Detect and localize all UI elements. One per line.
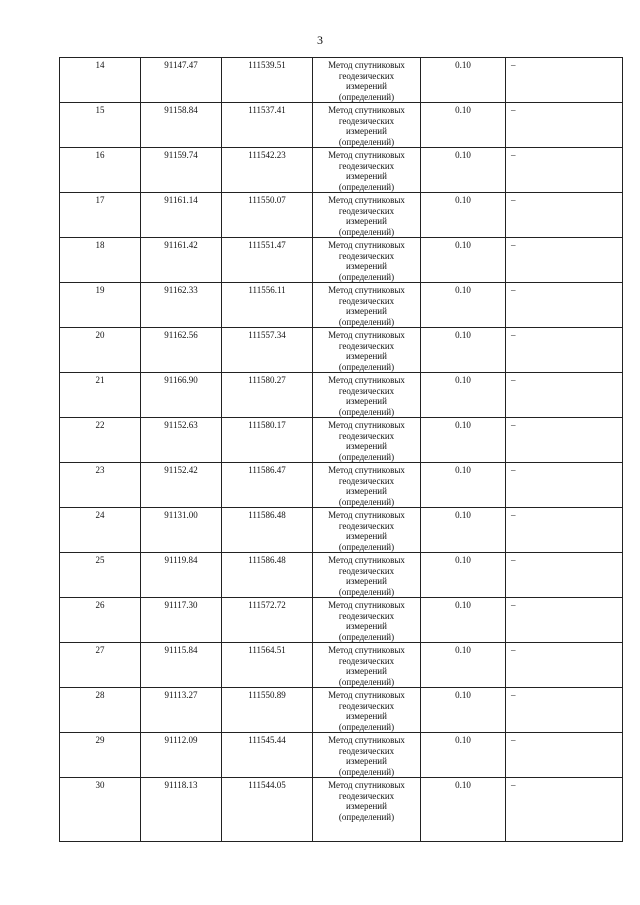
method-text: Метод спутниковых геодезических измерений (определений) bbox=[328, 375, 405, 417]
table-row bbox=[60, 58, 623, 103]
method-text: Метод спутниковых геодезических измерений (определений) bbox=[328, 330, 405, 372]
accuracy-cell: 0.10 bbox=[421, 328, 506, 373]
method-cell bbox=[313, 508, 421, 553]
accuracy-cell: 0.10 bbox=[421, 733, 506, 778]
point-number-cell: 18 bbox=[60, 238, 141, 283]
table-row bbox=[60, 103, 623, 148]
x-coordinate-cell: 91147.47 bbox=[141, 58, 222, 103]
x-coordinate-cell: 91119.84 bbox=[141, 553, 222, 598]
description-cell: – bbox=[506, 463, 623, 508]
method-cell bbox=[313, 643, 421, 688]
x-coordinate-cell: 91162.56 bbox=[141, 328, 222, 373]
point-number-cell: 17 bbox=[60, 193, 141, 238]
accuracy-cell: 0.10 bbox=[421, 193, 506, 238]
point-number-cell: 23 bbox=[60, 463, 141, 508]
accuracy-cell: 0.10 bbox=[421, 508, 506, 553]
y-coordinate-cell: 111537.41 bbox=[222, 103, 313, 148]
x-coordinate-cell: 91117.30 bbox=[141, 598, 222, 643]
y-coordinate-cell: 111586.48 bbox=[222, 508, 313, 553]
point-number-cell: 26 bbox=[60, 598, 141, 643]
y-coordinate-cell: 111542.23 bbox=[222, 148, 313, 193]
method-cell bbox=[313, 598, 421, 643]
method-text: Метод спутниковых геодезических измерений (определений) bbox=[328, 60, 405, 102]
method-cell bbox=[313, 283, 421, 328]
method-text: Метод спутниковых геодезических измерений (определений) bbox=[328, 690, 405, 732]
table-row bbox=[60, 778, 623, 842]
method-text: Метод спутниковых геодезических измерений (определений) bbox=[328, 555, 405, 597]
description-cell: – bbox=[506, 193, 623, 238]
x-coordinate-cell: 91131.00 bbox=[141, 508, 222, 553]
x-coordinate-cell: 91161.42 bbox=[141, 238, 222, 283]
y-coordinate-cell: 111544.05 bbox=[222, 778, 313, 842]
method-cell bbox=[313, 553, 421, 598]
y-coordinate-cell: 111545.44 bbox=[222, 733, 313, 778]
y-coordinate-cell: 111551.47 bbox=[222, 238, 313, 283]
method-text: Метод спутниковых геодезических измерений (определений) bbox=[328, 285, 405, 327]
table-row bbox=[60, 553, 623, 598]
accuracy-cell: 0.10 bbox=[421, 598, 506, 643]
method-text: Метод спутниковых геодезических измерений (определений) bbox=[328, 510, 405, 552]
accuracy-cell: 0.10 bbox=[421, 283, 506, 328]
point-number-cell: 14 bbox=[60, 58, 141, 103]
accuracy-cell: 0.10 bbox=[421, 238, 506, 283]
point-number-cell: 19 bbox=[60, 283, 141, 328]
description-cell: – bbox=[506, 643, 623, 688]
y-coordinate-cell: 111556.11 bbox=[222, 283, 313, 328]
table-row bbox=[60, 688, 623, 733]
y-coordinate-cell: 111586.47 bbox=[222, 463, 313, 508]
method-text: Метод спутниковых геодезических измерений (определений) bbox=[328, 240, 405, 282]
x-coordinate-cell: 91152.42 bbox=[141, 463, 222, 508]
point-number-cell: 15 bbox=[60, 103, 141, 148]
accuracy-cell: 0.10 bbox=[421, 463, 506, 508]
method-cell bbox=[313, 148, 421, 193]
table-row bbox=[60, 418, 623, 463]
description-cell: – bbox=[506, 508, 623, 553]
y-coordinate-cell: 111557.34 bbox=[222, 328, 313, 373]
x-coordinate-cell: 91159.74 bbox=[141, 148, 222, 193]
y-coordinate-cell: 111580.27 bbox=[222, 373, 313, 418]
x-coordinate-cell: 91118.13 bbox=[141, 778, 222, 842]
accuracy-cell: 0.10 bbox=[421, 643, 506, 688]
point-number-cell: 16 bbox=[60, 148, 141, 193]
description-cell: – bbox=[506, 418, 623, 463]
description-cell: – bbox=[506, 688, 623, 733]
description-cell: – bbox=[506, 148, 623, 193]
point-number-cell: 24 bbox=[60, 508, 141, 553]
method-text: Метод спутниковых геодезических измерений (определений) bbox=[328, 645, 405, 687]
y-coordinate-cell: 111564.51 bbox=[222, 643, 313, 688]
point-number-cell: 28 bbox=[60, 688, 141, 733]
accuracy-cell: 0.10 bbox=[421, 373, 506, 418]
page-number: 3 bbox=[317, 33, 323, 47]
accuracy-cell: 0.10 bbox=[421, 553, 506, 598]
y-coordinate-cell: 111550.89 bbox=[222, 688, 313, 733]
description-cell: – bbox=[506, 283, 623, 328]
y-coordinate-cell: 111539.51 bbox=[222, 58, 313, 103]
method-cell bbox=[313, 103, 421, 148]
method-cell bbox=[313, 238, 421, 283]
method-cell bbox=[313, 463, 421, 508]
x-coordinate-cell: 91162.33 bbox=[141, 283, 222, 328]
accuracy-cell: 0.10 bbox=[421, 688, 506, 733]
accuracy-cell: 0.10 bbox=[421, 418, 506, 463]
point-number-cell: 25 bbox=[60, 553, 141, 598]
x-coordinate-cell: 91158.84 bbox=[141, 103, 222, 148]
x-coordinate-cell: 91113.27 bbox=[141, 688, 222, 733]
table-row bbox=[60, 328, 623, 373]
point-number-cell: 21 bbox=[60, 373, 141, 418]
y-coordinate-cell: 111580.17 bbox=[222, 418, 313, 463]
description-cell: – bbox=[506, 103, 623, 148]
method-text: Метод спутниковых геодезических измерений (определений) bbox=[328, 195, 405, 237]
coordinates-table bbox=[59, 57, 623, 842]
table-row bbox=[60, 283, 623, 328]
point-number-cell: 30 bbox=[60, 778, 141, 842]
x-coordinate-cell: 91112.09 bbox=[141, 733, 222, 778]
table-row bbox=[60, 643, 623, 688]
point-number-cell: 29 bbox=[60, 733, 141, 778]
accuracy-cell: 0.10 bbox=[421, 778, 506, 842]
table-row bbox=[60, 238, 623, 283]
method-cell bbox=[313, 733, 421, 778]
description-cell: – bbox=[506, 778, 623, 842]
table-row bbox=[60, 733, 623, 778]
x-coordinate-cell: 91166.90 bbox=[141, 373, 222, 418]
method-text: Метод спутниковых геодезических измерений (определений) bbox=[328, 420, 405, 462]
description-cell: – bbox=[506, 598, 623, 643]
description-cell: – bbox=[506, 373, 623, 418]
method-cell bbox=[313, 58, 421, 103]
method-text: Метод спутниковых геодезических измерений (определений) bbox=[328, 105, 405, 147]
table-row bbox=[60, 148, 623, 193]
x-coordinate-cell: 91115.84 bbox=[141, 643, 222, 688]
method-text: Метод спутниковых геодезических измерений (определений) bbox=[328, 600, 405, 642]
description-cell: – bbox=[506, 238, 623, 283]
x-coordinate-cell: 91152.63 bbox=[141, 418, 222, 463]
table-row bbox=[60, 193, 623, 238]
method-text: Метод спутниковых геодезических измерений (определений) bbox=[328, 150, 405, 192]
method-cell bbox=[313, 418, 421, 463]
table-row bbox=[60, 598, 623, 643]
method-cell bbox=[313, 193, 421, 238]
point-number-cell: 27 bbox=[60, 643, 141, 688]
method-text: Метод спутниковых геодезических измерений (определений) bbox=[328, 465, 405, 507]
table-row bbox=[60, 463, 623, 508]
method-cell bbox=[313, 778, 421, 842]
accuracy-cell: 0.10 bbox=[421, 148, 506, 193]
description-cell: – bbox=[506, 553, 623, 598]
method-text: Метод спутниковых геодезических измерений (определений) bbox=[328, 735, 405, 777]
table-row bbox=[60, 373, 623, 418]
description-cell: – bbox=[506, 58, 623, 103]
x-coordinate-cell: 91161.14 bbox=[141, 193, 222, 238]
point-number-cell: 22 bbox=[60, 418, 141, 463]
method-text: Метод спутниковых геодезических измерений (определений) bbox=[328, 780, 405, 822]
method-cell bbox=[313, 328, 421, 373]
point-number-cell: 20 bbox=[60, 328, 141, 373]
method-cell bbox=[313, 688, 421, 733]
y-coordinate-cell: 111586.48 bbox=[222, 553, 313, 598]
method-cell bbox=[313, 373, 421, 418]
table-row bbox=[60, 508, 623, 553]
y-coordinate-cell: 111572.72 bbox=[222, 598, 313, 643]
accuracy-cell: 0.10 bbox=[421, 103, 506, 148]
accuracy-cell: 0.10 bbox=[421, 58, 506, 103]
description-cell: – bbox=[506, 733, 623, 778]
y-coordinate-cell: 111550.07 bbox=[222, 193, 313, 238]
description-cell: – bbox=[506, 328, 623, 373]
table-body bbox=[60, 58, 623, 842]
